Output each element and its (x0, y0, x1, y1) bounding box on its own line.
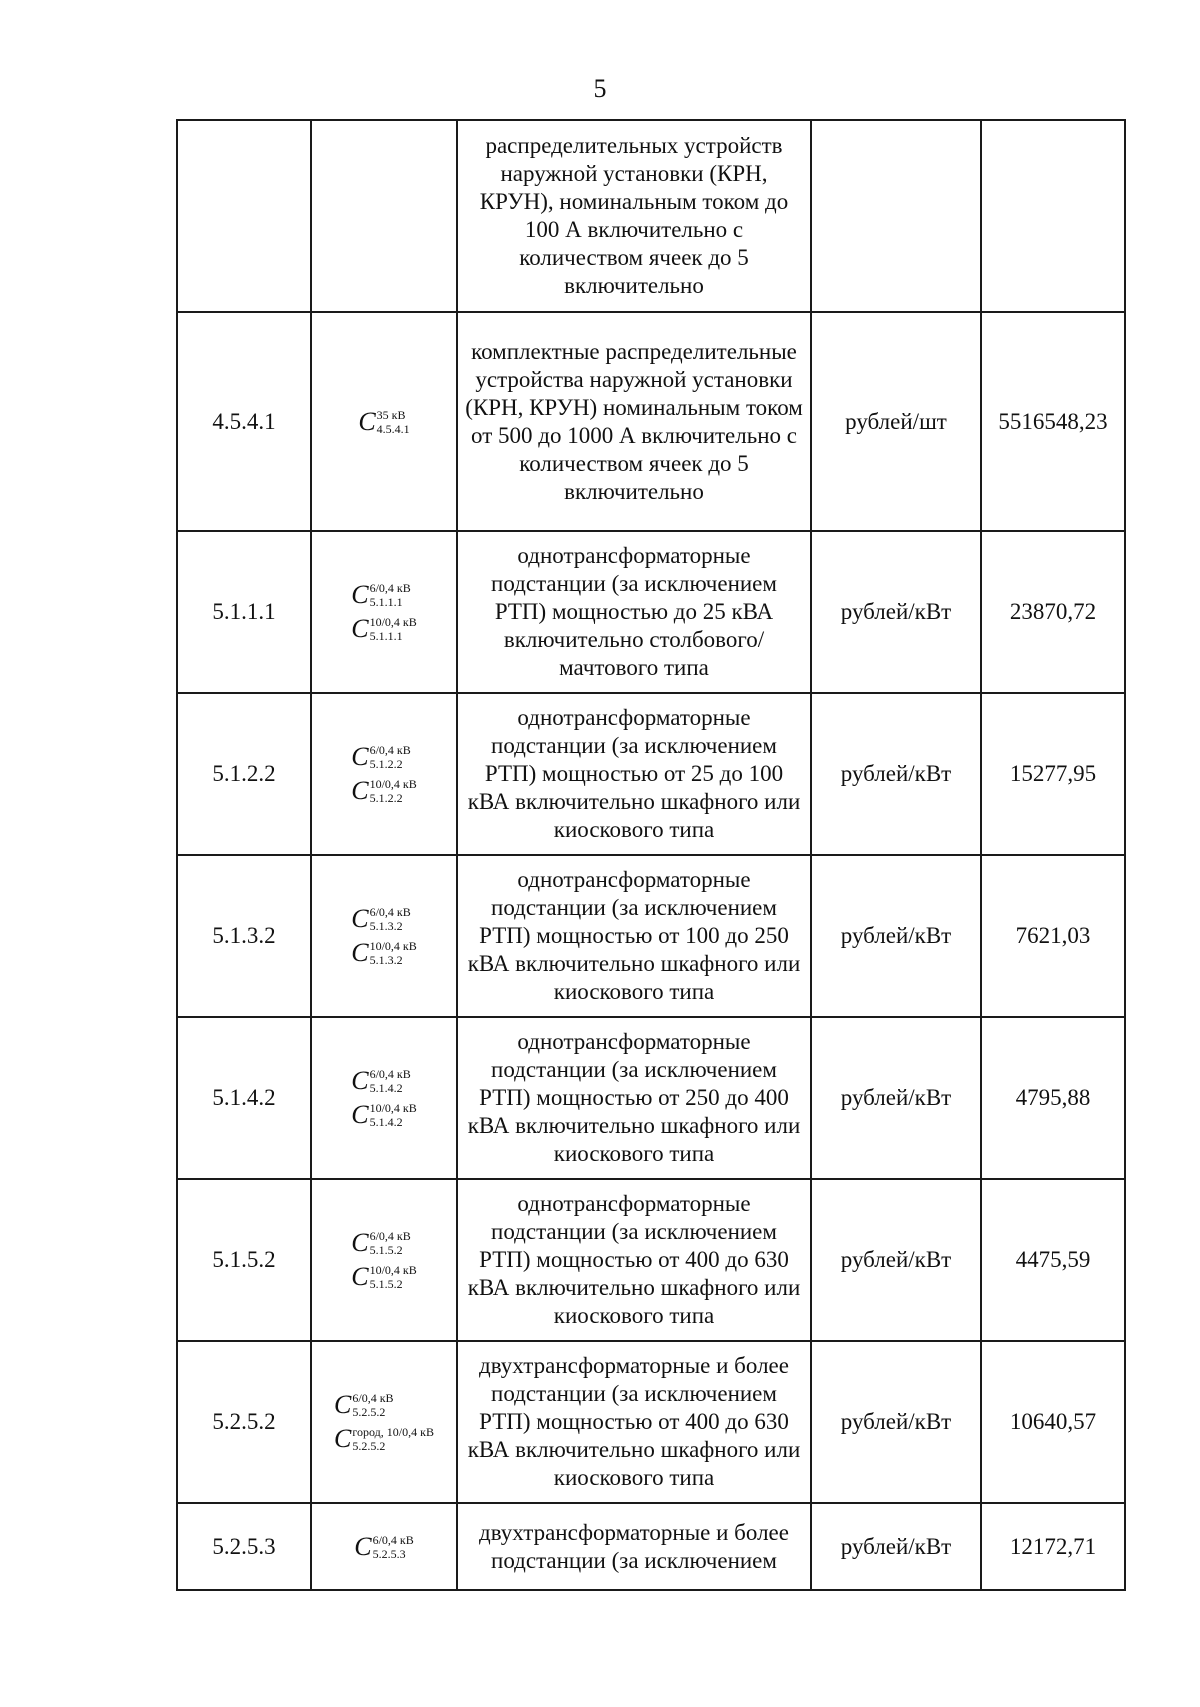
item-code-cell: 4.5.4.1 (177, 312, 311, 531)
table-row (177, 120, 1125, 312)
item-code-cell (177, 120, 311, 312)
formula-letter: C (351, 776, 369, 805)
item-code-cell: 5.1.4.2 (177, 1017, 311, 1179)
formula-symbol (334, 1391, 434, 1419)
formula-symbols (351, 737, 417, 811)
formula-symbol-cell (311, 693, 457, 855)
formula-symbol-cell (311, 120, 457, 312)
formula-symbols (358, 402, 409, 442)
formula-indices (370, 1101, 417, 1129)
formula-symbol (351, 905, 417, 933)
unit-cell: рублей/кВт (811, 1503, 981, 1590)
table-row (177, 693, 1125, 855)
formula-letter: C (351, 614, 369, 643)
formula-symbol (351, 1263, 417, 1291)
formula-symbol (358, 408, 409, 436)
tariff-table (176, 119, 1126, 1591)
description-cell: однотрансформаторные подстанции (за исключением РТП) мощностью от 400 до 630 кВА включительно шкафного или киоскового типа (457, 1179, 811, 1341)
description-cell: однотрансформаторные подстанции (за исключением РТП) мощностью до 25 кВА включительно столбового/мачтового типа (457, 531, 811, 693)
unit-cell: рублей/кВт (811, 855, 981, 1017)
formula-symbol (351, 581, 417, 609)
formula-symbol-cell (311, 855, 457, 1017)
formula-superscript: 10/0,4 кВ (369, 1101, 417, 1115)
table-row (177, 1179, 1125, 1341)
description-cell: однотрансформаторные подстанции (за исключением РТП) мощностью от 250 до 400 кВА включительно шкафного или киоскового типа (457, 1017, 811, 1179)
formula-superscript: 10/0,4 кВ (369, 1263, 417, 1277)
unit-cell (811, 120, 981, 312)
description-cell: двухтрансформаторные и более подстанции (за исключением РТП) мощностью от 400 до 630 кВА включительно шкафного или киоскового типа (457, 1341, 811, 1503)
formula-subscript: 5.2.5.2 (352, 1439, 386, 1453)
formula-symbol-cell (311, 1017, 457, 1179)
formula-letter: C (351, 580, 369, 609)
formula-letter: C (351, 1228, 369, 1257)
formula-symbol (351, 615, 417, 643)
value-cell: 5516548,23 (981, 312, 1125, 531)
formula-symbol (354, 1533, 414, 1561)
formula-symbols (351, 1223, 417, 1297)
formula-indices (352, 1425, 434, 1453)
value-cell: 15277,95 (981, 693, 1125, 855)
unit-cell: рублей/кВт (811, 1179, 981, 1341)
value-cell: 12172,71 (981, 1503, 1125, 1590)
formula-subscript: 5.1.3.2 (369, 953, 403, 967)
formula-letter: C (351, 1100, 369, 1129)
formula-superscript: 10/0,4 кВ (369, 939, 417, 953)
formula-superscript: 6/0,4 кВ (369, 905, 411, 919)
formula-symbol (351, 1101, 417, 1129)
formula-superscript: 10/0,4 кВ (369, 777, 417, 791)
formula-subscript: 5.1.4.2 (369, 1081, 403, 1095)
formula-superscript: 6/0,4 кВ (369, 1067, 411, 1081)
formula-indices (377, 408, 410, 436)
item-code-cell: 5.1.5.2 (177, 1179, 311, 1341)
formula-superscript: 6/0,4 кВ (352, 1391, 394, 1405)
formula-symbols (354, 1527, 414, 1567)
formula-letter: C (354, 1531, 372, 1561)
item-code-cell: 5.1.2.2 (177, 693, 311, 855)
item-code-cell: 5.1.1.1 (177, 531, 311, 693)
description-cell: однотрансформаторные подстанции (за исключением РТП) мощностью от 25 до 100 кВА включительно шкафного или киоскового типа (457, 693, 811, 855)
description-cell: двухтрансформаторные и более подстанции (за исключением (457, 1503, 811, 1590)
value-cell: 10640,57 (981, 1341, 1125, 1503)
formula-subscript: 5.1.4.2 (369, 1115, 403, 1129)
formula-subscript: 5.1.3.2 (369, 919, 403, 933)
tariff-table-body (177, 120, 1125, 1590)
value-cell: 4475,59 (981, 1179, 1125, 1341)
table-row (177, 1017, 1125, 1179)
formula-superscript: 6/0,4 кВ (369, 581, 411, 595)
formula-symbol-cell (311, 1341, 457, 1503)
formula-indices (373, 1533, 414, 1561)
description-cell: однотрансформаторные подстанции (за исключением РТП) мощностью от 100 до 250 кВА включительно шкафного или киоскового типа (457, 855, 811, 1017)
item-code-cell: 5.2.5.2 (177, 1341, 311, 1503)
formula-subscript: 5.1.1.1 (369, 595, 403, 609)
description-cell: распределительных устройств наружной установки (КРН, КРУН), номинальным током до 100 А включительно с количеством ячеек до 5 включительно (457, 120, 811, 312)
formula-symbols (334, 1385, 434, 1459)
formula-symbol (334, 1425, 434, 1453)
formula-superscript: 6/0,4 кВ (369, 1229, 411, 1243)
formula-letter: C (351, 742, 369, 771)
formula-superscript: 35 кВ (376, 407, 406, 422)
unit-cell: рублей/кВт (811, 1341, 981, 1503)
formula-subscript: 5.1.5.2 (369, 1243, 403, 1257)
formula-symbol-cell (311, 531, 457, 693)
value-cell: 7621,03 (981, 855, 1125, 1017)
formula-letter: C (351, 904, 369, 933)
formula-indices (370, 777, 417, 805)
formula-subscript: 5.1.1.1 (369, 629, 403, 643)
formula-letter: C (351, 1066, 369, 1095)
unit-cell: рублей/кВт (811, 693, 981, 855)
formula-symbols (351, 575, 417, 649)
formula-symbols (351, 899, 417, 973)
formula-indices (370, 615, 417, 643)
value-cell (981, 120, 1125, 312)
table-row (177, 312, 1125, 531)
page-number: 5 (593, 74, 607, 103)
formula-letter: C (351, 1262, 369, 1291)
description-cell: комплектные распределительные устройства наружной установки (КРН, КРУН) номинальным током от 500 до 1000 А включительно с количеством ячеек до 5 включительно (457, 312, 811, 531)
table-row (177, 1503, 1125, 1590)
formula-subscript: 5.1.5.2 (369, 1277, 403, 1291)
formula-letter: C (334, 1390, 352, 1419)
formula-symbol-cell (311, 1503, 457, 1590)
item-code-cell: 5.2.5.3 (177, 1503, 311, 1590)
value-cell: 4795,88 (981, 1017, 1125, 1179)
formula-indices (370, 1067, 411, 1095)
unit-cell: рублей/кВт (811, 1017, 981, 1179)
formula-symbol (351, 777, 417, 805)
unit-cell: рублей/шт (811, 312, 981, 531)
formula-subscript: 5.2.5.2 (352, 1405, 386, 1419)
formula-indices (370, 939, 417, 967)
formula-symbol (351, 743, 417, 771)
formula-indices (370, 1263, 417, 1291)
formula-superscript: 6/0,4 кВ (369, 743, 411, 757)
formula-subscript: 5.1.2.2 (369, 757, 403, 771)
value-cell: 23870,72 (981, 531, 1125, 693)
formula-letter: C (351, 938, 369, 967)
formula-symbol (351, 1067, 417, 1095)
formula-symbol (351, 939, 417, 967)
formula-symbol-cell (311, 312, 457, 531)
formula-indices (352, 1391, 393, 1419)
table-row (177, 1341, 1125, 1503)
formula-indices (370, 905, 411, 933)
formula-subscript: 5.2.5.3 (372, 1546, 406, 1561)
formula-superscript: 10/0,4 кВ (369, 615, 417, 629)
formula-letter: C (358, 406, 376, 436)
formula-superscript: 6/0,4 кВ (372, 1532, 414, 1547)
formula-symbol (351, 1229, 417, 1257)
formula-symbols (351, 1061, 417, 1135)
formula-indices (370, 743, 411, 771)
formula-superscript: город, 10/0,4 кВ (352, 1425, 434, 1439)
formula-indices (370, 1229, 411, 1257)
formula-symbol-cell (311, 1179, 457, 1341)
formula-subscript: 5.1.2.2 (369, 791, 403, 805)
formula-indices (370, 581, 411, 609)
table-row (177, 531, 1125, 693)
item-code-cell: 5.1.3.2 (177, 855, 311, 1017)
table-row (177, 855, 1125, 1017)
formula-subscript: 4.5.4.1 (376, 421, 410, 436)
formula-letter: C (334, 1424, 352, 1453)
unit-cell: рублей/кВт (811, 531, 981, 693)
